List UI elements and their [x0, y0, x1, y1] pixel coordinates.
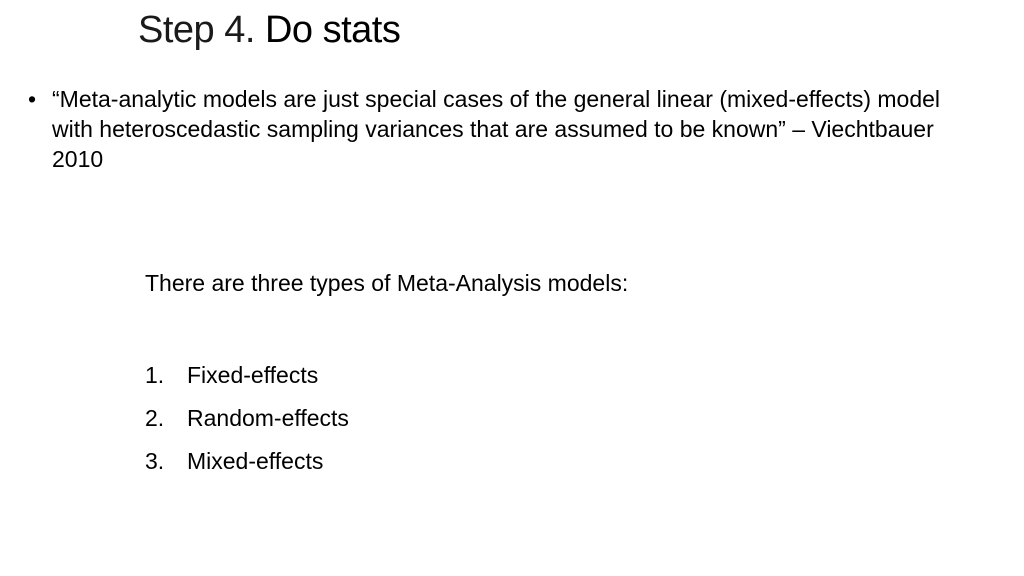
list-item-label: Mixed-effects [187, 448, 324, 474]
list-item-label: Random-effects [187, 405, 349, 431]
list-item [145, 354, 349, 397]
list-item [145, 397, 349, 440]
bullet-dot: • [28, 86, 37, 112]
list-item [145, 440, 349, 483]
list-item-number: 2. [145, 405, 165, 431]
quote-text: “Meta-analytic models are just special cases of the general linear (mixed-effects) model with heteroscedastic sampling variances that are assumed to be known” – Viechtbauer 2010 [52, 86, 941, 172]
list-item-number: 1. [145, 362, 165, 388]
list-item-number: 3. [145, 448, 165, 474]
title-main: Do stats [264, 9, 401, 51]
model-list [145, 354, 349, 483]
title-prefix: Step 4. [138, 9, 265, 51]
list-item-label: Fixed-effects [187, 362, 319, 388]
models-intro: There are three types of Meta-Analysis models: [145, 270, 629, 296]
slide-title [138, 6, 400, 54]
